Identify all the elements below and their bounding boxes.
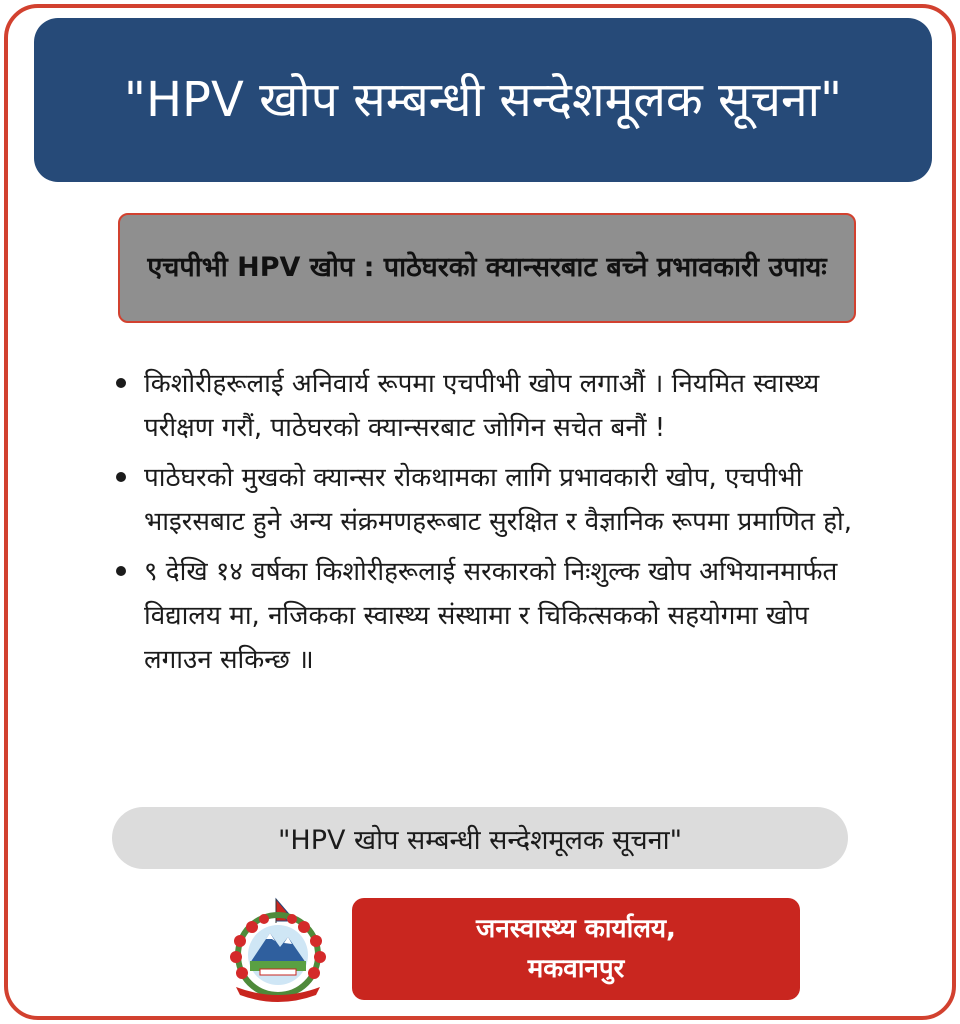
- office-name: जनस्वास्थ्य कार्यालय,: [476, 914, 676, 944]
- office-district: मकवानपुर: [527, 954, 625, 984]
- poster-subtitle: [118, 213, 856, 323]
- poster-title-text: "HPV खोप सम्बन्धी सन्देशमूलक सूचना": [123, 72, 843, 128]
- bullet-dot-icon: [116, 378, 126, 388]
- office-label: [352, 898, 800, 1000]
- bullet-dot-icon: [116, 566, 126, 576]
- bullet-dot-icon: [116, 472, 126, 482]
- bullet-text: ९ देखि १४ वर्षका किशोरीहरूलाई सरकारको निःशुल्क खोप अभियानमार्फत विद्यालय मा, नजिकका स्वास्थ्य संस्थामा र चिकित्सकको सहयोगमा खोप लगाउन सकिन्छ ॥: [144, 557, 838, 675]
- list-item: [112, 550, 872, 682]
- poster-subtitle-text: एचपीभी HPV खोप : पाठेघरको क्यान्सरबाट बच्ने प्रभावकारी उपायः: [147, 252, 827, 283]
- bullet-list: [112, 362, 872, 688]
- nepal-emblem-icon: [218, 895, 338, 1005]
- list-item: [112, 362, 872, 450]
- footer-caption: [112, 807, 848, 869]
- bullet-text: पाठेघरको मुखको क्यान्सर रोकथामका लागि प्रभावकारी खोप, एचपीभी भाइरसबाट हुने अन्य संक्रमणहरूबाट सुरक्षित र वैज्ञानिक रूपमा प्रमाणित हो,: [144, 463, 852, 537]
- footer-caption-text: "HPV खोप सम्बन्धी सन्देशमूलक सूचना": [277, 824, 682, 856]
- poster-title: [34, 18, 932, 182]
- bullet-text: किशोरीहरूलाई अनिवार्य रूपमा एचपीभी खोप लगाऔं । नियमित स्वास्थ्य परीक्षण गरौं, पाठेघरको क्यान्सरबाट जोगिन सचेत बनौं !: [144, 369, 820, 443]
- list-item: [112, 456, 872, 544]
